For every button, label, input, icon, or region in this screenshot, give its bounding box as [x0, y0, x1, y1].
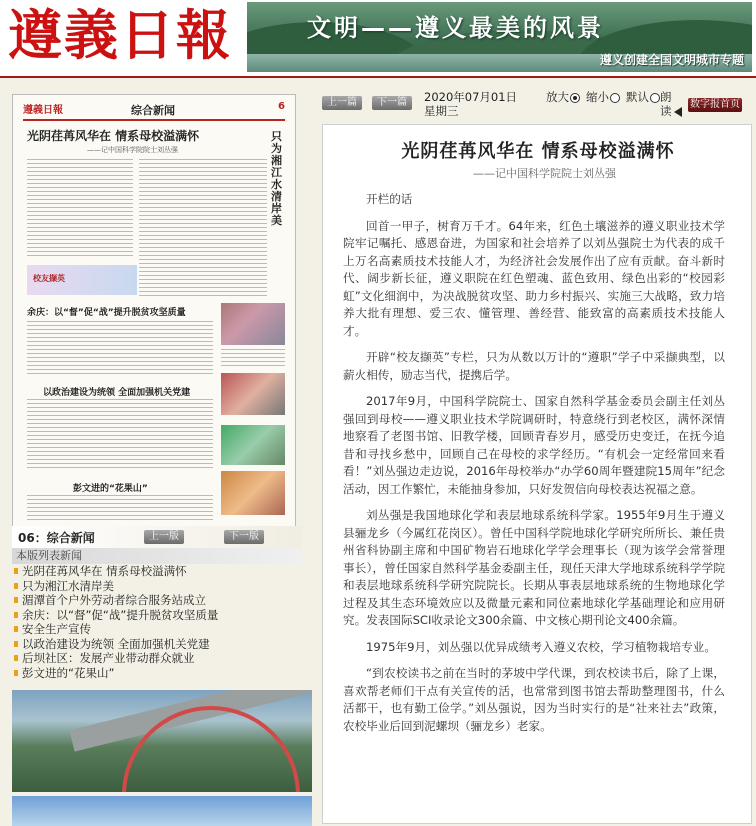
list-item[interactable]: 光阴荏苒风华在 情系母校溢满怀: [12, 564, 302, 579]
thumbnail-logo: 遵義日報: [23, 105, 63, 116]
banner-subtitle: 遵义创建全国文明城市专题: [599, 53, 744, 67]
article-body: [343, 191, 725, 744]
zoom-out-label: 缩小: [586, 90, 609, 104]
next-article-button[interactable]: 下一篇: [372, 96, 412, 110]
article-paragraph: “到农校读书之前在当时的茅坡中学代课，到农校读书后，除了上课，喜欢帮老师们干点有关宣传的活，也常常到图书馆去帮助整理图书，什么活都干，也有勤工俭学。”刘丛强说，因为当时实行的是“社来社去”政策，农校毕业后回到泥螺坝（骊龙乡）老家。: [343, 666, 725, 733]
article-paragraph: 刘丛强是我国地球化学和表层地球系统科学家。1955年9月生于遵义县骊龙乡（今属红花岗区）。曾任中国科学院地球化学研究所所长、兼任贵州省科协副主席和中国矿物岩石地球化学学会理事长（现为该学会常誉理事长），曾任国家自然科学基金委副主任，现任天津大学地球系统科学学院和表层地球系统科学研究院院长。长期从事表层地球系统的生物地球化学过程及其生态环境效应以及微量元素和同位素地球化学基础理论和应用研究。发表国际SCI收录论文300余篇、中文核心期刊论文400余篇。: [343, 508, 725, 627]
banner-image[interactable]: [247, 2, 752, 72]
article-column: [318, 88, 756, 824]
banner-title: 文明——遵义最美的风景: [307, 14, 604, 42]
article-subtitle: ——记中国科学院院士刘丛强: [473, 167, 616, 180]
newspaper-logo[interactable]: 遵義日報: [8, 3, 232, 67]
article-panel: [322, 124, 752, 824]
thumbnail-photo-2[interactable]: [221, 373, 285, 415]
page-thumbnail[interactable]: [12, 94, 296, 528]
read-aloud-control[interactable]: [660, 90, 682, 118]
thumbnail-ad[interactable]: [27, 265, 137, 295]
list-item[interactable]: 湄潭首个户外劳动者综合服务站成立: [12, 593, 302, 608]
read-aloud-label: 朗读: [660, 90, 672, 118]
thumbnail-masthead: [23, 101, 285, 121]
thumbnail-photo-3[interactable]: [221, 425, 285, 465]
zoom-in-control[interactable]: [546, 90, 580, 104]
page-nav: [12, 526, 302, 548]
zoom-in-label: 放大: [546, 90, 569, 104]
article-toolbar: [318, 88, 756, 122]
site-header: [0, 0, 756, 78]
left-column: [0, 88, 318, 824]
article-title: 光阴荏苒风华在 情系母校溢满怀: [401, 141, 675, 162]
zoom-out-radio[interactable]: [610, 93, 620, 103]
default-size-control[interactable]: [626, 90, 660, 104]
thumbnail-headline-1[interactable]: 光阴荏苒风华在 情系母校溢满怀: [27, 129, 200, 143]
thumbnail-section: 综合新闻: [131, 104, 175, 117]
thumbnail-page-no: 6: [278, 101, 285, 112]
current-page-name: 06：综合新闻: [18, 531, 95, 545]
article-list: [12, 564, 302, 680]
article-paragraph: 回首一甲子，树育万千才。64年来，红色土壤滋养的遵义职业技术学院牢记嘱托、感恩奋进，为国家和社会培养了以刘丛强院士为代表的成千上万名高素质技术技能人才，为经济社会发展作出了应有贡献。奋斗新时代、阔步新长征，遵义职院在红色塑魂、蓝色致用、绿色出彩的“校园彩虹”文化细润中，为决战脱贫攻坚、助力乡村振兴、实施三大战略，致力培养大批有理想、爱三农、懂管理、善经营、能致富的高素质技术技能人才。: [343, 218, 725, 338]
article-paragraph: 1975年9月，刘丛强以优异成绩考入遵义农校，学习植物栽培专业。: [366, 639, 716, 654]
next-page-button[interactable]: 下一版: [224, 530, 264, 544]
prev-article-button[interactable]: 上一篇: [322, 96, 362, 110]
list-item[interactable]: 只为湘江水清岸美: [12, 579, 302, 594]
article-paragraph: 开辟“校友撷英”专栏，只为从数以万计的“遵职”学子中采撷典型，以薪火相传，励志当代，提携后学。: [343, 350, 725, 382]
article-paragraph: 2017年9月，中国科学院院士、国家自然科学基金委员会副主任刘丛强回到母校——遵义职业技术学院调研时，特意绕行到老校区，满怀深情地察看了老图书馆、旧教学楼，回顾青春岁月，感受历史变迁，在抚今追昔和寻找乡愁中，回顾自己在母校的求学经历。“有机会一定经常回来看看！”刘丛强边走边说，2016年母校举办“办学60周年暨建院15周年”纪念活动，因工作繁忙，未能抽身参加，只好发贺信向母校表达祝福之意。: [343, 394, 725, 496]
zoom-in-radio[interactable]: [570, 93, 580, 103]
list-item[interactable]: 安全生产宣传: [12, 622, 302, 637]
digital-edition-button[interactable]: 数字报首页: [690, 99, 740, 110]
list-item[interactable]: 以政治建设为统领 全面加强机关党建: [12, 637, 302, 652]
thumbnail-headline-3[interactable]: 以政治建设为统领 全面加强机关党建: [43, 388, 191, 398]
thumbnail-photo-4[interactable]: [221, 471, 285, 515]
bridge-photo[interactable]: [12, 690, 312, 792]
list-header: 本版列表新闻: [12, 548, 302, 564]
list-item[interactable]: 彭文进的“花果山”: [12, 666, 302, 681]
default-size-label: 默认: [626, 90, 649, 104]
thumbnail-photo-1[interactable]: [221, 303, 285, 345]
list-item[interactable]: 后坝社区：发展产业带动群众就业: [12, 651, 302, 666]
thumbnail-headline-1-sub: ——记中国科学院院士刘丛强: [87, 146, 178, 154]
list-item[interactable]: 余庆：以“督”促“战”提升脱贫攻坚质量: [12, 608, 302, 623]
issue-date: 2020年07月01日 星期三: [424, 90, 518, 118]
thumbnail-headline-2[interactable]: 余庆：以“督”促“战”提升脱贫攻坚质量: [27, 308, 186, 318]
sky-photo[interactable]: [12, 796, 312, 826]
speaker-icon[interactable]: [674, 107, 682, 117]
default-size-radio[interactable]: [650, 93, 660, 103]
thumbnail-ad-text: 校友撷英: [33, 274, 65, 283]
thumbnail-headline-4[interactable]: 彭文进的“花果山”: [73, 484, 148, 494]
thumbnail-vertical-headline[interactable]: 只为湘江水清岸美: [271, 130, 282, 227]
article-paragraph: 开栏的话: [366, 192, 413, 206]
zoom-out-control[interactable]: [586, 90, 620, 104]
prev-page-button[interactable]: 上一版: [144, 530, 184, 544]
